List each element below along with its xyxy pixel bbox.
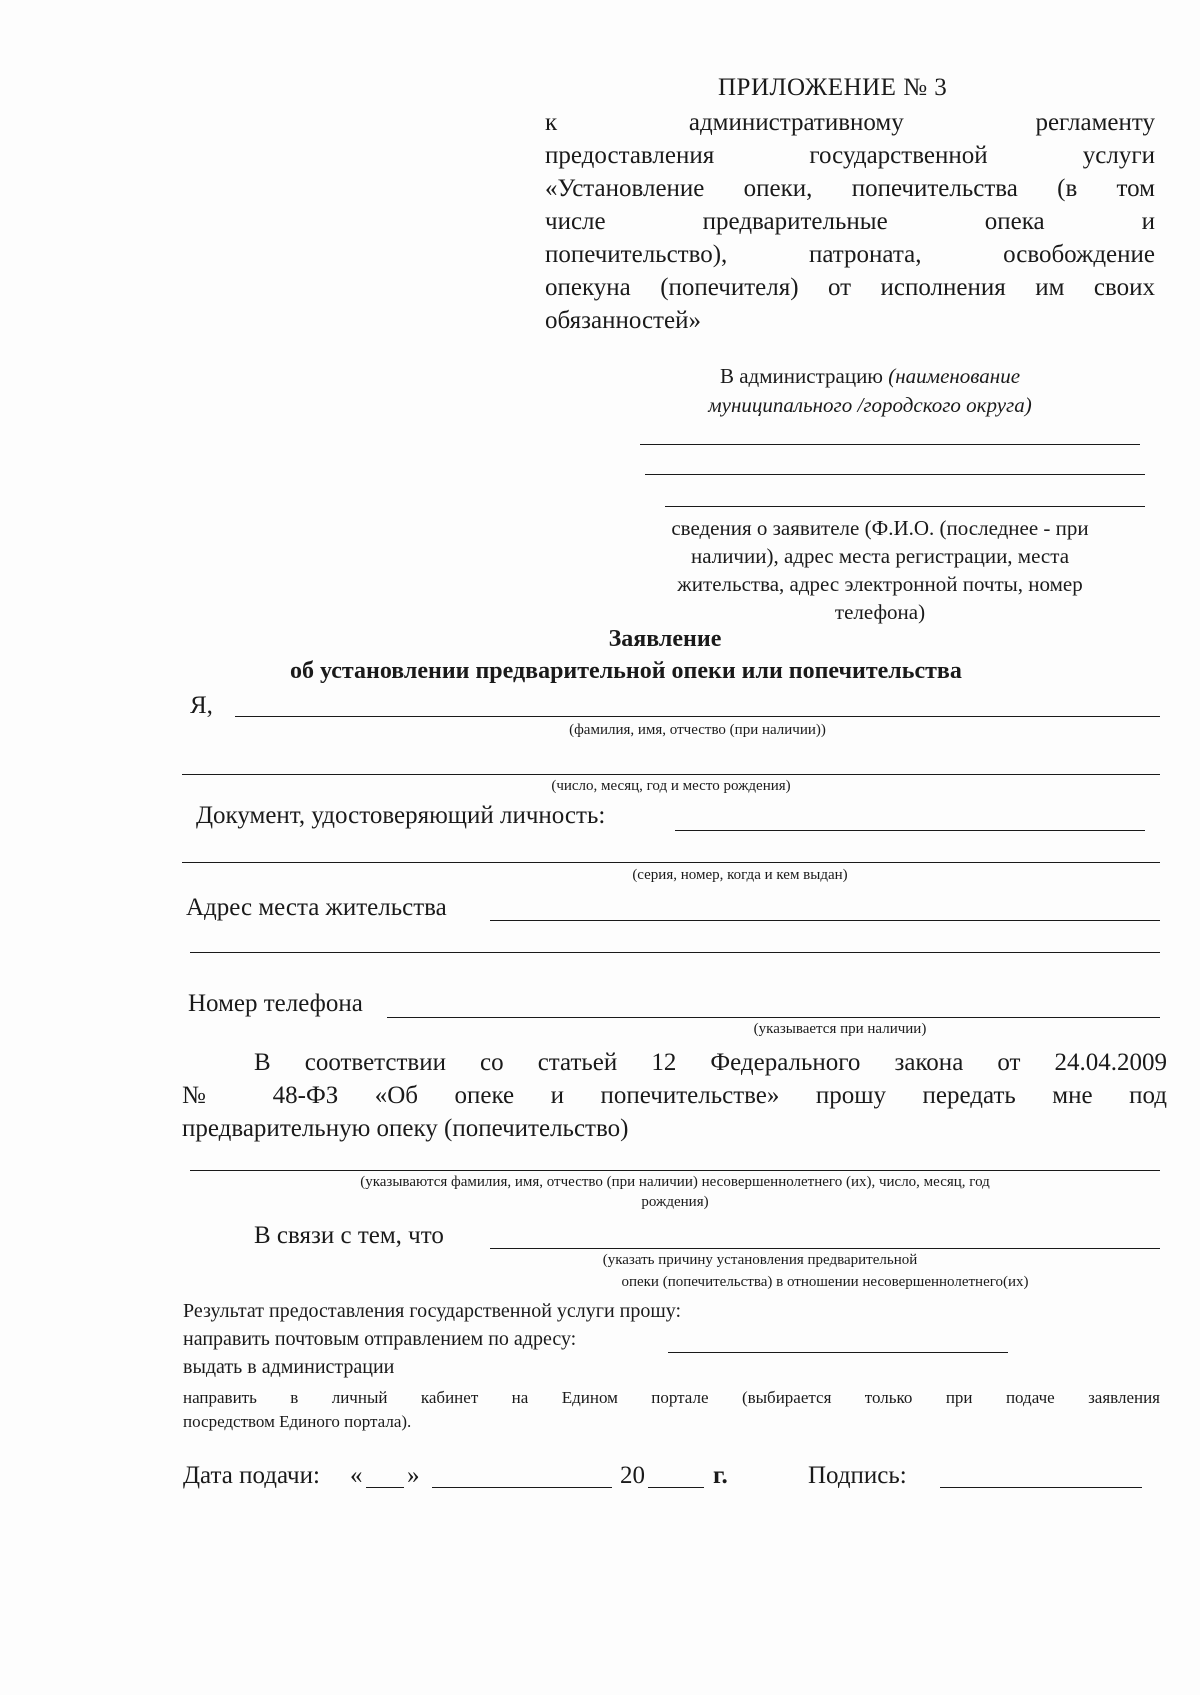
date-day-field-line[interactable] [366, 1487, 404, 1488]
appendix-line-3: «Установление опеки, попечительства (в том [545, 175, 1155, 202]
appendix-line-6: опекуна (попечителя) от исполнения им своих [545, 274, 1155, 301]
addressee-field-line-1[interactable] [640, 444, 1140, 445]
addressee-label [600, 362, 1140, 390]
minor-field-line[interactable] [190, 1170, 1160, 1171]
addressee-label-text: В администрацию [719, 364, 883, 388]
date-year-suffix: г. [713, 1462, 728, 1489]
result-option-mail: направить почтовым отправлением по адресу: [183, 1328, 577, 1350]
address-field-line-2[interactable] [190, 952, 1160, 953]
appendix-line-4: числе предварительные опека и [545, 208, 1155, 235]
date-label: Дата подачи: [183, 1462, 320, 1489]
minor-hint-2: рождения) [641, 1194, 709, 1210]
applicant-caption [630, 514, 1130, 626]
appendix-line-7: обязанностей» [545, 307, 701, 334]
document-subtitle: об установлении предварительной опеки или попечительства [290, 658, 962, 684]
reason-label: В связи с тем, что [254, 1222, 444, 1249]
document-title: Заявление [608, 626, 722, 652]
appendix-line-5: попечительство), патроната, освобождение [545, 241, 1155, 268]
minor-hint-1: (указываются фамилия, имя, отчество (при наличии) несовершеннолетнего (их), число, месяц, год [360, 1174, 990, 1190]
fio-field-line[interactable] [235, 716, 1160, 717]
request-line-2: № 48-ФЗ «Об опеке и попечительстве» прошу передать мне под [182, 1082, 1167, 1109]
appendix-line-1: к административному регламенту [545, 109, 1155, 136]
date-open-quote: « [350, 1462, 363, 1489]
birth-field-line[interactable] [182, 774, 1160, 775]
applicant-caption-line-1: сведения о заявителе (Ф.И.О. (последнее - при [671, 516, 1089, 540]
addressee-field-line-3[interactable] [665, 506, 1145, 507]
addressee-hint-2: муниципального /городского округа) [708, 393, 1032, 417]
document-label: Документ, удостоверяющий личность: [196, 802, 606, 829]
address-field-line-1[interactable] [490, 920, 1160, 921]
result-option-portal-line-2: посредством Единого портала). [183, 1412, 412, 1431]
appendix-title: ПРИЛОЖЕНИЕ № 3 [718, 74, 948, 101]
reason-field-line[interactable] [490, 1248, 1160, 1249]
applicant-caption-line-4: телефона) [834, 600, 926, 624]
birth-hint: (число, месяц, год и место рождения) [551, 778, 791, 794]
signature-label: Подпись: [808, 1462, 907, 1489]
phone-hint: (указывается при наличии) [753, 1021, 927, 1037]
applicant-caption-line-3: жительства, адрес электронной почты, номер [677, 572, 1083, 596]
phone-label: Номер телефона [188, 990, 363, 1017]
addressee-field-line-2[interactable] [645, 474, 1145, 475]
reason-hint-2: опеки (попечительства) в отношении несовершеннолетнего(их) [621, 1274, 1029, 1290]
result-heading: Результат предоставления государственной услуги прошу: [183, 1300, 682, 1322]
document-hint: (серия, номер, когда и кем выдан) [632, 867, 848, 883]
date-close-quote: » [407, 1462, 420, 1489]
appendix-line-2: предоставления государственной услуги [545, 142, 1155, 169]
document-field-line-2[interactable] [182, 862, 1160, 863]
phone-field-line[interactable] [387, 1017, 1160, 1018]
date-year-prefix: 20 [620, 1462, 645, 1489]
addressee-hint-1: (наименование [888, 364, 1021, 388]
ya-label: Я, [190, 692, 213, 719]
fio-hint: (фамилия, имя, отчество (при наличии)) [569, 722, 826, 738]
request-line-3: предварительную опеку (попечительство) [182, 1115, 629, 1142]
date-month-field-line[interactable] [432, 1487, 612, 1488]
request-line-1: В соответствии со статьей 12 Федерального закона от 24.04.2009 [254, 1049, 1167, 1076]
signature-field-line[interactable] [940, 1487, 1142, 1488]
result-option-admin: выдать в администрации [183, 1356, 395, 1378]
date-year-field-line[interactable] [648, 1487, 704, 1488]
mail-address-field-line[interactable] [668, 1352, 1008, 1353]
address-label: Адрес места жительства [186, 894, 447, 921]
reason-hint-1: (указать причину установления предварительной [602, 1252, 918, 1268]
applicant-caption-line-2: наличии), адрес места регистрации, места [690, 544, 1070, 568]
result-option-portal-line-1: направить в личный кабинет на Едином портале (выбирается только при подаче заявления [183, 1388, 1160, 1407]
document-field-line-1[interactable] [675, 830, 1145, 831]
